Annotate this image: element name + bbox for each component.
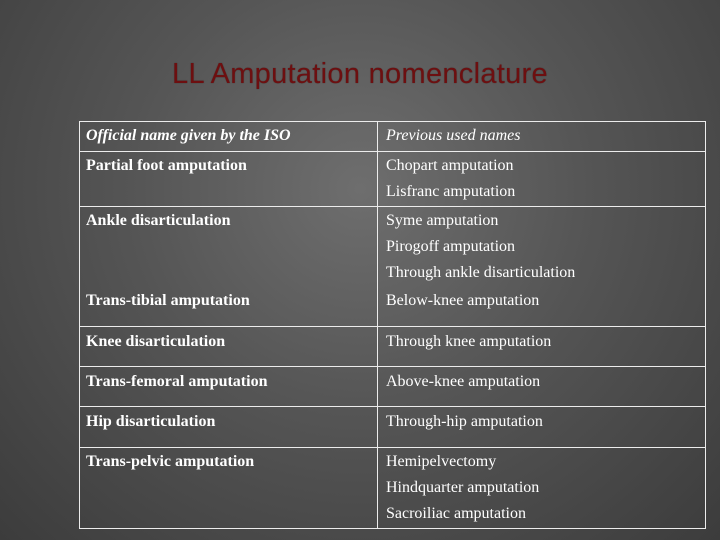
table-header-row <box>80 122 705 152</box>
previous-name: Above-knee amputation <box>386 373 541 390</box>
official-name-cell: Ankle disarticulation <box>86 212 231 229</box>
header-previous-names: Previous used names <box>386 127 521 144</box>
previous-name: Hemipelvectomy <box>386 453 497 470</box>
previous-name: Through-hip amputation <box>386 413 543 430</box>
previous-names-cell <box>386 288 702 314</box>
previous-name: Lisfranc amputation <box>386 183 516 200</box>
previous-name: Syme amputation <box>386 212 499 229</box>
table-row <box>80 367 705 407</box>
official-name-cell: Trans-tibial amputation <box>86 292 250 309</box>
table-row <box>80 286 705 327</box>
previous-names-cell <box>386 369 702 395</box>
table-row <box>80 152 705 207</box>
official-name-cell: Hip disarticulation <box>86 413 216 430</box>
previous-name: Through knee amputation <box>386 333 552 350</box>
table-row <box>80 448 705 528</box>
official-name-cell: Partial foot amputation <box>86 157 247 174</box>
table-row <box>80 407 705 448</box>
previous-name: Chopart amputation <box>386 157 514 174</box>
official-name-cell: Trans-pelvic amputation <box>86 453 255 470</box>
table-row <box>80 207 705 286</box>
previous-names-cell <box>386 449 702 527</box>
nomenclature-table <box>79 121 706 529</box>
official-name-cell: Knee disarticulation <box>86 333 226 350</box>
slide-title: LL Amputation nomenclature <box>172 58 548 90</box>
previous-name: Sacroiliac amputation <box>386 505 526 522</box>
previous-name: Through ankle disarticulation <box>386 264 576 281</box>
previous-names-cell <box>386 329 702 355</box>
previous-name: Pirogoff amputation <box>386 238 516 255</box>
previous-names-cell <box>386 409 702 435</box>
table-row <box>80 327 705 367</box>
official-name-cell: Trans-femoral amputation <box>86 373 268 390</box>
previous-names-cell <box>386 208 702 286</box>
previous-names-cell <box>386 153 702 205</box>
header-official-name: Official name given by the ISO <box>86 127 291 144</box>
previous-name: Hindquarter amputation <box>386 479 540 496</box>
previous-name: Below-knee amputation <box>386 292 540 309</box>
